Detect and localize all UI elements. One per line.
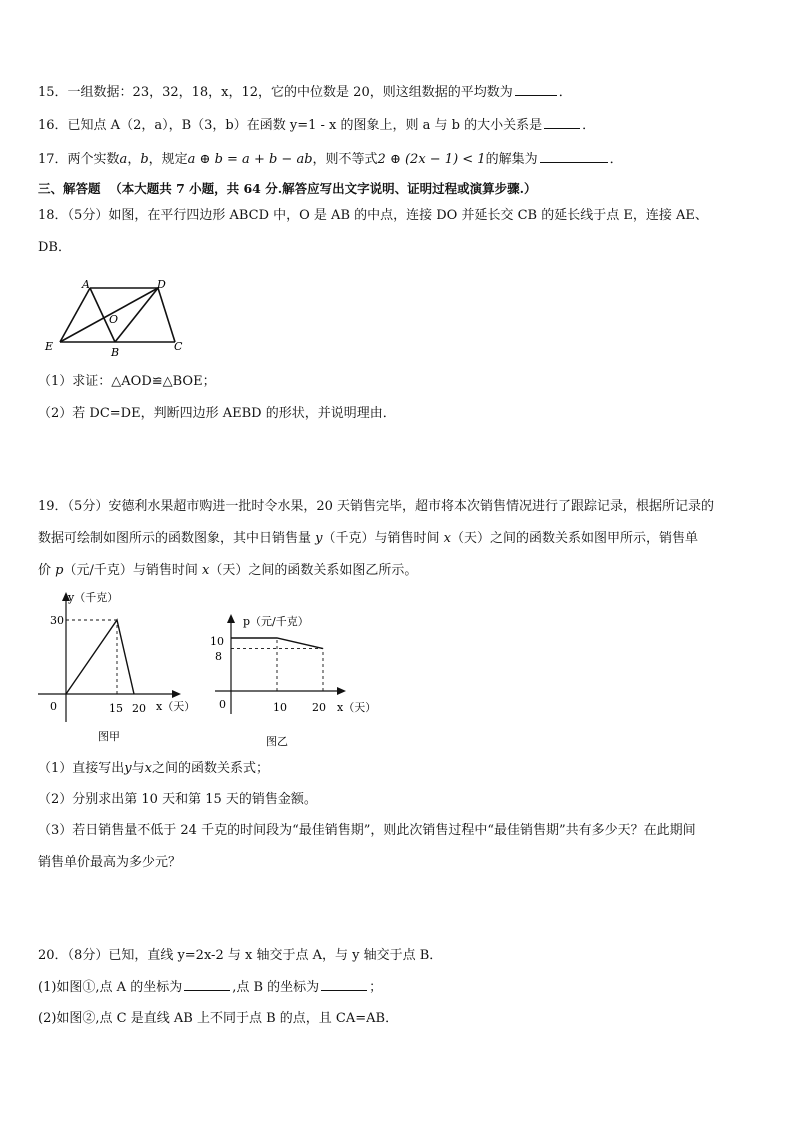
chart-jia-series-line xyxy=(66,620,134,694)
inequality: 2 ⊕ (2x − 1) < 1 xyxy=(377,152,486,167)
label-B: B xyxy=(111,346,120,359)
chart-jia-caption: 图甲 xyxy=(98,730,120,743)
answer-blank xyxy=(515,83,557,96)
section-header xyxy=(38,180,536,198)
label-E: E xyxy=(45,340,54,353)
answer-blank xyxy=(544,116,580,129)
answer-blank xyxy=(540,150,608,163)
operation-definition: a ⊕ b = a + b − ab xyxy=(187,152,313,167)
label-D: D xyxy=(157,278,166,291)
chart-jia-ylabel: y（千克） xyxy=(68,591,119,604)
chart-yi xyxy=(200,610,395,752)
question-19-line1: 19．（5分）安德利水果超市购进一批时令水果，20 天销售完毕，超市将本次销售情况进行了跟踪记录，根据所记录的 xyxy=(38,499,714,514)
section-note: （本大题共 7 小题，共 64 分.解答应写出文字说明、证明过程或演算步骤.） xyxy=(109,181,537,196)
question-16: 16．已知点 A（2，a），B（3，b）在函数 y=1 - x 的图象上，则 a 与 b 的大小关系是 ． xyxy=(38,118,596,133)
question-19-line2: 数据可绘制如图所示的函数图象，其中日销售量 y（千克）与销售时间 x（天）之间的函数关系如图甲所示，销售单 xyxy=(38,531,698,546)
chart-jia-xtick-20: 20 xyxy=(132,702,146,715)
label-A: A xyxy=(82,278,90,291)
chart-jia-xtick-15: 15 xyxy=(109,702,123,715)
question-19-part3-line1: （3）若日销售量不低于 24 千克的时间段为“最佳销售期”，则此次销售过程中“最佳销售期”共有多少天？在此期间 xyxy=(38,823,696,838)
question-20-line1: 20．（8分）已知，直线 y=2x-2 与 x 轴交于点 A，与 y 轴交于点 B． xyxy=(38,948,443,963)
parallelogram-figure xyxy=(38,276,198,362)
label-C: C xyxy=(174,340,183,353)
section-title: 三、解答题 xyxy=(38,181,101,196)
question-18-line1: 18．（5分）如图，在平行四边形 ABCD 中，O 是 AB 的中点，连接 DO 并延长交 CB 的延长线于点 E，连接 AE、 xyxy=(38,208,708,223)
chart-yi-ylabel: p（元/千克） xyxy=(243,615,309,628)
answer-blank xyxy=(184,978,230,991)
chart-jia-ytick-30: 30 xyxy=(50,614,64,627)
chart-yi-xlabel: x（天） xyxy=(337,701,377,714)
question-18-line2: DB． xyxy=(38,240,71,255)
label-O: O xyxy=(109,313,119,326)
question-15-text: 15．一组数据：23，32，18，x，12，它的中位数是 20，则这组数据的平均数为 xyxy=(38,85,513,100)
chart-jia xyxy=(30,588,210,750)
question-15: 15．一组数据：23，32，18，x，12，它的中位数是 20，则这组数据的平均数为 ． xyxy=(38,85,572,100)
question-18-part2: （2）若 DC=DE，判断四边形 AEBD 的形状，并说明理由． xyxy=(38,406,396,421)
question-17: 17．两个实数a，b，规定a ⊕ b = a + b − ab，则不等式2 ⊕ (2x − 1) < 1的解集为 ． xyxy=(38,152,623,167)
chart-yi-ytick-10: 10 xyxy=(210,635,224,648)
chart-yi-ytick-8: 8 xyxy=(215,650,222,663)
chart-yi-origin: 0 xyxy=(219,698,226,711)
answer-blank xyxy=(321,978,367,991)
question-20-part1: (1)如图①,点 A 的坐标为 ,点 B 的坐标为 ； xyxy=(38,980,383,995)
chart-jia-origin: 0 xyxy=(50,700,57,713)
question-18-part1: （1）求证：△AOD≌△BOE； xyxy=(38,374,216,389)
question-19-line3: 价 p（元/千克）与销售时间 x（天）之间的函数关系如图乙所示。 xyxy=(38,563,418,578)
question-19-part1: （1）直接写出y与x之间的函数关系式； xyxy=(38,761,270,776)
question-19-part3-line2: 销售单价最高为多少元？ xyxy=(38,855,182,870)
chart-yi-axes xyxy=(215,614,346,714)
question-20-part2: (2)如图②,点 C 是直线 AB 上不同于点 B 的点，且 CA=AB． xyxy=(38,1011,399,1026)
chart-yi-caption: 图乙 xyxy=(266,735,288,748)
question-19-part2: （2）分别求出第 10 天和第 15 天的销售金额。 xyxy=(38,792,317,807)
question-16-text: 16．已知点 A（2，a），B（3，b）在函数 y=1 - x 的图象上，则 a 与 b 的大小关系是 xyxy=(38,118,543,133)
chart-yi-xtick-10: 10 xyxy=(273,701,287,714)
chart-yi-xtick-20: 20 xyxy=(312,701,326,714)
chart-jia-xlabel: x（天） xyxy=(156,700,196,713)
